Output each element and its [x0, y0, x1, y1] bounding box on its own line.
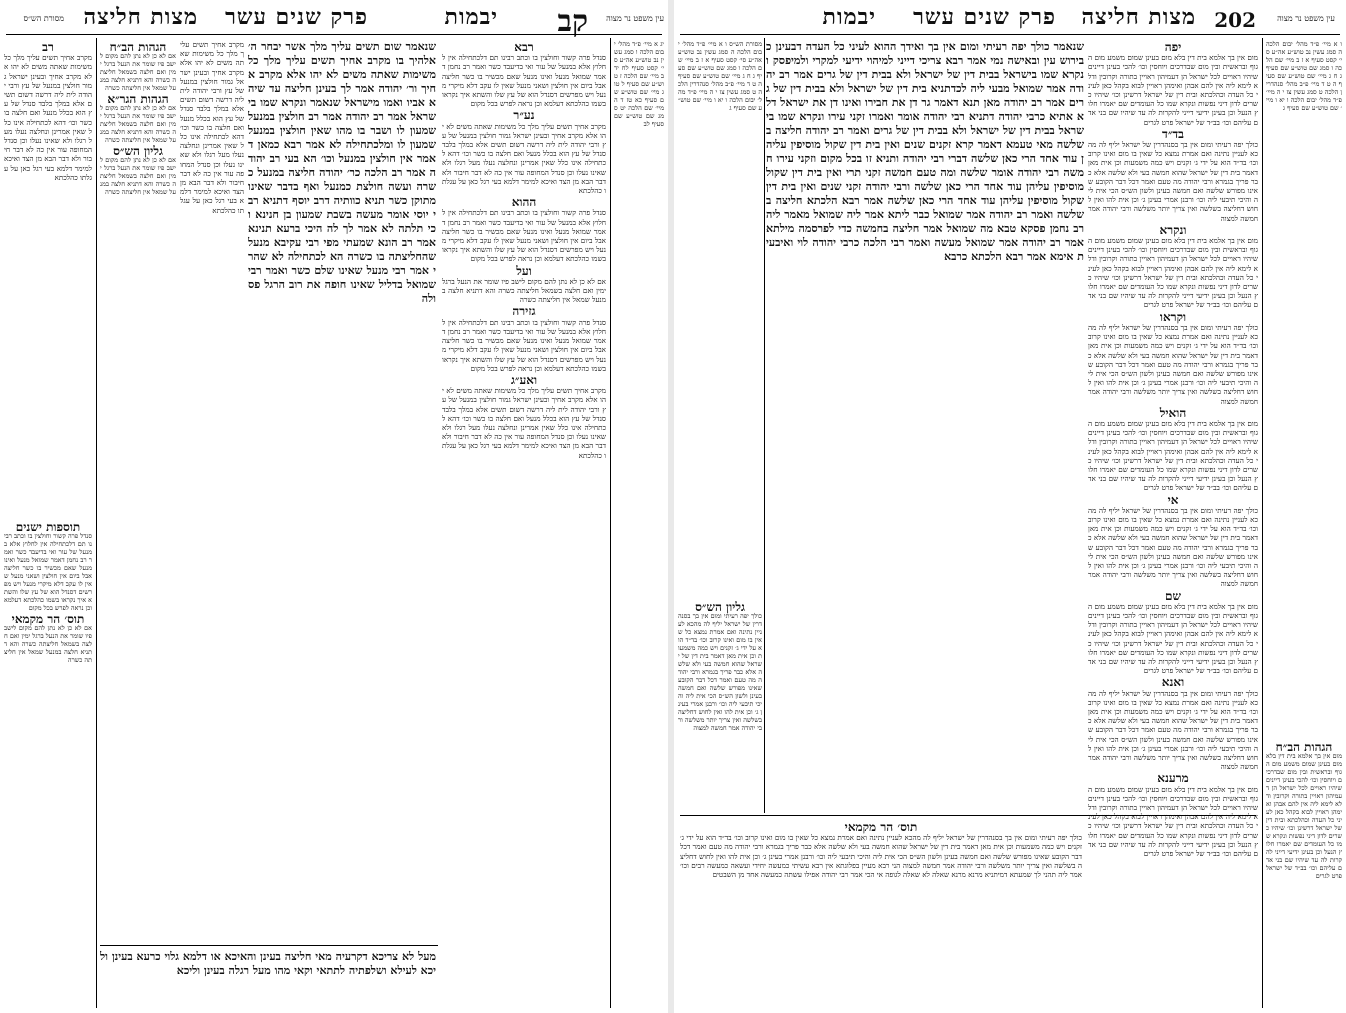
right-rashi-text-8: כולך יפה רעיתי ומום אין בך בסנהדרין של ישראל יליף לה מהכא לעניין נתינה ואם אמרת נמצא כל שאין בו מום ואינו קרוב וכו׳ בד״ד הוא על ידי ג׳ זקנים ויש כמה משמעות וכן אית מאן דאמר בית דין של ישראל שהוא חמשה בעי ולא שלשה אלא כבר פריך בגמרא ורבי יהודה מה טעם ואמר דכל דבר הקובע שאינו מפורש שלשה ואם חמשה בעינן ולשון הש״ס הכי אית ליה והיכי תיבעי ליה וכו׳ ורבנן אמרי בעינן ג׳ וכן אית להו ואין לחוש דחליצה בשלשה ואין צריך יותר משלשה ורבי יהודה אמר חמשה למצוה: [1088, 688, 1258, 772]
right-head-hoil: הואיל: [1159, 405, 1187, 420]
right-gilyon-title: גליון הש״ס: [695, 600, 745, 614]
left-folio: קב: [557, 4, 588, 39]
right-ein-mishpat-label: עין משפט נר מצוה: [1277, 14, 1335, 23]
left-margin-divider: [610, 38, 611, 1008]
right-hagahot-bach-text: מום אין בך אלמא בית דין בלא מום בעינן שמום משמע מום הגוף ובראשית ובין מום שבדרכים ויוחסין וכו׳ להכי בעינן דיינים שיהיו ראויים לכל ישראל הן דעמיהון ראויין בתורה וקרובין ודלא לימא ליה אין להם אבהן ואימהן ראויין לבוא בקהל כאן לעיני כל העדה וכהלכתא ובית דין של ישראל דרשינן וכו׳ שיהיו כשרים לדון דיני נפשות ונקרא שמו כל העומדים שם יאמרו חלוץ הנעל וכן בעינן ידיעי דייני להקרות לה עד שיהיו שם בני אדם עליהם וכו׳ בב״ד של ישראל פרט לגרים: [1266, 752, 1342, 880]
right-bottom-tosafot-text: כולך יפה רעיתי ומום אין בך בסנהדרין של ישראל יליף לה מהכא לעניין נתינה ואם אמרת נמצא כל שאין בו מום ואינו קרוב וכו׳ בד״ד הוא על ידי ג׳ זקנים ויש כמה משמעות וכן אית מאן דאמר בית דין של ישראל שהוא חמשה בעי ולא שלשה אלא כבר פריך בגמרא ורבי יהודה מה טעם ואמר דכל דבר הקובע שאינו מפורש שלשה ואם חמשה בעינן ולשון הש״ס הכי אית ליה והיכי תיבעי ליה וכו׳ ורבנן אמרי בעינן ג׳ וכן אית להו ואין לחוש דחליצה בשלשה ואין צריך יותר משלשה ורבי יהודה אמר חמשה למצוה: [680, 833, 1082, 870]
left-rashi-text: מקרב אחיך תשים עליך מלך כל משימות שאתה משים לא יהו אלא מקרב אחיך ובעינן ישראל גמור חולצין במנעל של עץ ורבי יהודה לית ליה דרשה דשום תשים אלא במלך בלבד סנדל של עץ הוא בכלל מנעל ואם חלצה בו כשר וכו׳ דהא לכתחילה אינו כלל שאין אמרינן ונחלצה נעלו מעל רגלו ולא שאינו נעלו וכן סנדל המחופה עור אין כה לא דבר חיבור ולא דבר הבא מן הצד ואיכא למימר דלמא בעי רגל כאן על עגלתו כהלכתא: [180, 40, 244, 215]
left-hagahot-gra-text: אם לא כן לא נתן להם מקום לישב פיו שומר את הנעל ברגל ימין ואם חלצה בשמאל חליצתה כשרה והא דתניא חלצה במנעל שמאל אין חליצתה כשרה: [100, 104, 176, 144]
right-head-vekaru: וקראו: [1159, 309, 1187, 324]
left-tosafot-text-5: סנדל פרה קשור וחולצין בו וכתב רבינו תם דלכתחילה אין לחלוץ אלא במנעל של עור ואי בדיעבד כשר ואמר רב נחמן דאמר שמואל מנעל ואינו מנעל שאם מכשיר בו כשר חליצה אבל ביום אין חולצין ושאני מנעל שאין לו עקב דלא מיקרי מנעל ויש מפרשים דסנדל הוא של עץ שלו והשתא איך נקראו בשמו כהלכתא דעלמא וכן נראה לפרש בכל מקום: [442, 317, 606, 373]
right-head-bed: בד״ד: [1162, 126, 1184, 141]
left-tosafot-text-2: מקרב אחיך תשים עליך מלך כל משימות שאתה משים לא יהו אלא מקרב אחיך ובעינן ישראל גמור חולצין במנעל של עץ ורבי יהודה לית ליה דרשה דשום תשים אלא במלך בלבד סנדל של עץ הוא בכלל מנעל ואם חלצה בו כשר וכו׳ דהא לכתחילה אינו כלל שאין אמרינן ונחלצה נעלו מעל רגלו ולא שאינו נעלו וכן סנדל המחופה עור אין כה לא דבר חיבור ולא דבר הבא מן הצד ואיכא למימר דלמא בעי רגל כאן על עגלתו כהלכתא: [442, 121, 606, 196]
right-gilyon-box: [678, 600, 762, 810]
left-tosafot-yeshanim-box: [4, 520, 92, 1010]
left-gilyon-text: אם לא כן לא נתן להם מקום לישב פיו שומר את הנעל ברגל ימין ואם חלצה בשמאל חליצתה כשרה והא דתניא חלצה במנעל שמאל אין חליצתה כשרה: [100, 156, 176, 196]
left-gilyon-title: גליון הש״ס: [113, 144, 163, 158]
left-tosafot-yeshanim-title: תוספות ישנים: [15, 520, 81, 534]
left-main-gemara: [248, 40, 436, 940]
right-hagahot-bach-title: הגהות הב״ח: [1275, 740, 1333, 754]
right-rashi-text-2: כולך יפה רעיתי ומום אין בך בסנהדרין של ישראל יליף לה מהכא לעניין נתינה ואם אמרת נמצא כל שאין בו מום ואינו קרוב וכו׳ בד״ד הוא על ידי ג׳ זקנים ויש כמה משמעות וכן אית מאן דאמר בית דין של ישראל שהוא חמשה בעי ולא שלשה אלא כבר פריך בגמרא ורבי יהודה מה טעם ואמר דכל דבר הקובע שאינו מפורש שלשה ואם חמשה בעינן ולשון הש״ס הכי אית ליה והיכי תיבעי ליה וכו׳ ורבנן אמרי בעינן ג׳ וכן אית להו ואין לחוש דחליצה בשלשה ואין צריך יותר משלשה ורבי יהודה אמר חמשה למצוה: [1088, 140, 1258, 223]
right-margin-divider: [1262, 38, 1263, 1008]
left-outer-divider: [96, 38, 97, 1008]
left-title-chapter: פרק שנים עשר: [225, 4, 368, 30]
left-tosafot-text: סנדל פרה קשור וחולצין בו וכתב רבינו תם דלכתחילה אין לחלוץ אלא במנעל של עור ואי בדיעבד כשר ואמר רב נחמן דאמר שמואל מנעל ואינו מנעל שאם מכשיר בו כשר חליצה אבל ביום אין חולצין ושאני מנעל שאין לו עקב דלא מיקרי מנעל ויש מפרשים דסנדל הוא של עץ שלו והשתא איך נקראו בשמו כהלכתא דעלמא וכן נראה לפרש בכל מקום: [442, 53, 606, 109]
right-head-mumkra: ונקרא: [1159, 222, 1187, 237]
left-masoret-label: מסורת הש״ס: [23, 14, 64, 23]
right-rashi-text-9: מום אין בך אלמא בית דין בלא מום בעינן שמום משמע מום הגוף ובראשית ובין מום שבדרכים ויוחסין וכו׳ להכי בעינן דיינים שיהיו ראויים לכל ישראל הן דעמיהון ראויין בתורה וקרובין ודלא לימא ליה אין להם אבהן ואימהן ראויין לבוא בקהל כאן לעיני כל העדה וכהלכתא ובית דין של ישראל דרשינן וכו׳ שיהיו כשרים לדון דיני נפשות ונקרא שמו כל העומדים שם יאמרו חלוץ הנעל וכן בעינן ידיעי דייני להקרות לה עד שיהיו שם בני אדם עליהם וכו׳ בב״ד של ישראל פרט לגרים: [1088, 784, 1258, 859]
right-head-mrena: מרענא: [1157, 771, 1189, 786]
right-rashi-text-5: מום אין בך אלמא בית דין בלא מום בעינן שמום משמע מום הגוף ובראשית ובין מום שבדרכים ויוחסין וכו׳ להכי בעינן דיינים שיהיו ראויים לכל ישראל הן דעמיהון ראויין בתורה וקרובין ודלא לימא ליה אין להם אבהן ואימהן ראויין לבוא בקהל כאן לעיני כל העדה וכהלכתא ובית דין של ישראל דרשינן וכו׳ שיהיו כשרים לדון דיני נפשות ונקרא שמו כל העומדים שם יאמרו חלוץ הנעל וכן בעינן ידיעי דייני להקרות לה עד שיהיו שם בני אדם עליהם וכו׳ בב״ד של ישראל פרט לגרים: [1088, 418, 1258, 493]
right-folio: 202: [1214, 8, 1256, 32]
left-ein-mishpat-column: [614, 40, 664, 1000]
right-rashi-text-3: מום אין בך אלמא בית דין בלא מום בעינן שמום משמע מום הגוף ובראשית ובין מום שבדרכים ויוחסין וכו׳ להכי בעינן דיינים שיהיו ראויים לכל ישראל הן דעמיהון ראויין בתורה וקרובין ודלא לימא ליה אין להם אבהן ואימהן ראויין לבוא בקהל כאן לעיני כל העדה וכהלכתא ובית דין של ישראל דרשינן וכו׳ שיהיו כשרים לדון דיני נפשות ונקרא שמו כל העומדים שם יאמרו חלוץ הנעל וכן בעינן ידיעי דייני להקרות לה עד שיהיו שם בני אדם עליהם וכו׳ בב״ד של ישראל פרט לגרים: [1088, 236, 1258, 310]
right-title-mitzvat: מצות חליצה: [1081, 4, 1196, 30]
left-outer-commentary: [4, 40, 92, 516]
right-head-ai: אי: [1167, 492, 1179, 507]
left-tosafot-had-title: תוס׳ הר מקמאי: [11, 612, 85, 626]
left-rashi-column: [180, 40, 244, 920]
right-masoret-column: [678, 40, 762, 600]
right-title-chapter: פרק שנים עשר: [913, 4, 1056, 30]
right-rashi-text: מום אין בך אלמא בית דין בלא מום בעינן שמום משמע מום הגוף ובראשית ובין מום שבדרכים ויוחסין וכו׳ להכי בעינן דיינים שיהיו ראויים לכל ישראל הן דעמיהון ראויין בתורה וקרובין ודלא לימא ליה אין להם אבהן ואימהן ראויין לבוא בקהל כאן לעיני כל העדה וכהלכתא ובית דין של ישראל דרשינן וכו׳ שיהיו כשרים לדון דיני נפשות ונקרא שמו כל העומדים שם יאמרו חלוץ הנעל וכן בעינן ידיעי דייני להקרות לה עד שיהיו שם בני אדם עליהם וכו׳ בב״ד של ישראל פרט לגרים: [1088, 53, 1258, 127]
right-margin-refs: ו א מיי׳ פ״ד מהל׳ יבום הלכה ה סמג עשין נב טוש״ע אה״ע סי׳ קסט סעיף א ז ב מיי׳ שם הלכה ו סמג שם טוש״ע שם סעיף ג ח ג מיי׳ שם טוש״ע שם סעיף ה ט ד מיי׳ פ״ב מהל׳ סנהדרין הלכה ט סמג עשין צז י ה מיי׳ פ״ד מהל׳ יבום הלכה ו יא ו מיי׳ שם טוש״ע שם סעיף ג: [1266, 40, 1342, 112]
right-rashi-column: [1088, 40, 1258, 945]
left-tosafot-text-3: סנדל פרה קשור וחולצין בו וכתב רבינו תם דלכתחילה אין לחלוץ אלא במנעל של עור ואי בדיעבד כשר ואמר רב נחמן דאמר שמואל מנעל ואינו מנעל שאם מכשיר בו כשר חליצה אבל ביום אין חולצין ושאני מנעל שאין לו עקב דלא מיקרי מנעל ויש מפרשים דסנדל הוא של עץ שלו והשתא איך נקראו בשמו כהלכתא דעלמא וכן נראה לפרש בכל מקום: [442, 208, 606, 264]
right-head-shem: שם: [1165, 588, 1181, 603]
left-tosafot-yeshanim-text: סנדל פרה קשור וחולצין בו וכתב רבינו תם דלכתחילה אין לחלוץ אלא במנעל של עור ואי בדיעבד כשר ואמר רב נחמן דאמר שמואל מנעל ואינו מנעל שאם מכשיר בו כשר חליצה אבל ביום אין חולצין ושאני מנעל שאין לו עקב דלא מיקרי מנעל ויש מפרשים דסנדל הוא של עץ שלו והשתא איך נקראו בשמו כהלכתא דעלמא וכן נראה לפרש בכל מקום: [4, 532, 92, 612]
left-hagahot-gra-title: הגהות הגר״א: [107, 92, 169, 106]
right-title-tractate: יבמות: [822, 4, 876, 30]
right-head-yafe: יפה: [1164, 40, 1182, 54]
right-bottom-line: הני רבא מעיין בפלוגתא אין רבא עשיתי כמעשה יחידי ועשאה כמעשה רבים וכו׳ אמר ליה תהני לך שמעתא דמיתניא מרנא מרנא שאלה לא שאלה לגופה אי הכי אמר רבי יהודה אפילו עשתה כמעשה אחד מן השבטים: [680, 860, 1082, 880]
right-rashi-text-7: מום אין בך אלמא בית דין בלא מום בעינן שמום משמע מום הגוף ובראשית ובין מום שבדרכים ויוחסין וכו׳ להכי בעינן דיינים שיהיו ראויים לכל ישראל הן דעמיהון ראויין בתורה וקרובין ודלא לימא ליה אין להם אבהן ואימהן ראויין לבוא בקהל כאן לעיני כל העדה וכהלכתא ובית דין של ישראל דרשינן וכו׳ שיהיו כשרים לדון דיני נפשות ונקרא שמו כל העומדים שם יאמרו חלוץ הנעל וכן בעינן ידיעי דייני להקרות לה עד שיהיו שם בני אדם עליהם וכו׳ בב״ד של ישראל פרט לגרים: [1088, 601, 1258, 676]
right-main-text: שנאמר כולך יפה רעיתי ומום אין בך ואידך ההוא לעיני כל העדה דבעינן כבירוש עין ובאישה נמי אמר רבא צריכי דייני למיהוי ידיעי למקרי ולמיפסק ונקרא שמו בישראל בבית דין של ישראל ולא בבית דין של גרים אמר רב יהודה אמר שמואל מבעי ליה לכדתניא בית דין של ישראל ולא בבית דין של גרים אמר רב יהודה מאן תנא דאמר גר דן את חבירו ואינו דן את ישראל דלא אתיא כרבי יהודה דתניא רבי יהודה אומר ואמרו זקני עירו ונקרא שמו בישראל בבית דין של ישראל ולא בבית דין של גרים ואמר רב יהודה חליצה בשלשה מאי טעמא דאמר קרא זקנים שנים ואין בית דין שקול מוסיפין עליהן עוד אחד הרי כאן שלשה דברי רבי יהודה ותניא זו בכל מקום וזקני עירו חמשה רבי יהודה אומר שלשה ומה טעם חמשה זקני תרי ואין בית דין שקול מוסיפין עליהן עוד אחד הרי כאן שלשה ורבי יהודה זקני שנים ואין בית דין שקול מוסיפין עליהן עוד אחד הרי כאן שלשה אמר רבא הלכתא חליצה בשלשה ואמר רב יהודה אמר שמואל כבר ליתא אמר ליה שמואל מאמר ליה רב נחמן פסקא טבא מה שמואל אמר חליצה בחמשה כדי לפרסמה מילתא אמר רב יהודה אמר שמואל מעשה ואמר רבי הלכה כרבי יהודה לוי ואיבעית אימא אמר רבא הלכתא כרבא: [766, 40, 1084, 263]
left-head-vaeiz: ואע״ג: [510, 372, 538, 387]
left-hagahot-bach-text: אם לא כן לא נתן להם מקום לישב פיו שומר את הנעל ברגל ימין ואם חלצה בשמאל חליצתה כשרה והא דתניא חלצה במנעל שמאל אין חליצתה כשרה: [100, 52, 176, 92]
right-main-gemara: [766, 40, 1084, 810]
right-header-rule: [680, 34, 1340, 35]
left-title-mitzvat: מצות חליצה: [83, 4, 198, 30]
left-main-text: שנאמר שום תשים עליך מלך אשר יבחר ה׳ אלהיך בו מקרב אחיך תשים עליך מלך כל משימות שאתה משים לא יהו אלא מקרב אחיך ור׳ יהודה אמר לך בעינן חליצה עד שיהא אביו ואמו מישראל שנאמר ונקרא שמו בישראל אמר רב יהודה אמר רב חולצין במנעל שמעון לו ושבר בו מהו שאין חולצין במנעל שמעון לו ומלכתחילה לא אמר רבא כמאן דאמר אין חולצין במנעל וכו׳ הא בעי רב יהודה אמר רב הלכה כר׳ יהודה חליצה במנעל כשרה ועשה חולצת כמנעל ואף בדבר שאינו מתוקן כשר תניא כוותיה דרב יוסף דתניא רבי יוסי אומר מעשה בשבת שמעון בן חנינא וכי תלתה לא אמר לך לה היכי ברעא תנינא אמר רב הונא שמעתי מפי רבי עקיבא מנעל שהחליצתה בו כשרה הא לכתחילה לא שהרי אמר רבי מנעל שאינו שלם כשר ואמר רבי שמואל בדליל שאינו חופה את רוב הרגל פסולה: [248, 40, 436, 305]
left-page: [0, 0, 668, 1013]
left-hagahot-bach-title: הגהות הב״ח: [109, 40, 167, 54]
left-head-veal: ועל: [516, 263, 532, 278]
right-bottom-tosafot: [680, 820, 1082, 1005]
left-tosafot-had-text: אם לא כן לא נתן להם מקום לישב פיו שומר את הנעל ברגל ימין ואם חלצה בשמאל חליצתה כשרה והא דתניא חלצה במנעל שמאל אין חליצתה כשרה: [4, 624, 92, 664]
right-hagahot-box: [1266, 740, 1342, 1008]
right-inner-divider: [764, 38, 765, 813]
left-head-gezera: גזירה: [512, 304, 536, 319]
left-bottom-rule: [100, 945, 438, 946]
left-running-header: [0, 4, 668, 39]
right-masoret-text: ו א מיי׳ פ״ד מהל׳ יבום הלכה ה סמג עשין נב טוש״ע אה״ע סי׳ קסט סעיף א ז ב מיי׳ שם הלכה ו סמג שם טוש״ע שם סעיף ג ח ג מיי׳ שם טוש״ע שם סעיף ה ט ד מיי׳ פ״ב מהל׳ סנהדרין הלכה ט סמג עשין צז י ה מיי׳ פ״ד מהל׳ יבום הלכה ו יא ו מיי׳ שם טוש״ע שם סעיף ג: [678, 40, 762, 112]
left-bottom-text: [100, 950, 436, 1006]
left-tosafot-column: [442, 40, 606, 1010]
left-title-tractate: יבמות: [444, 4, 498, 30]
left-bottom-line: מעל לא צריכא דקרעיה מאי חליצה בעינן והאיכא או דלמא גלוי כרעא בעינן וליכא לעילא ושלפתיה לתתאי וקאי מהו מעל רגלה בעינן וליכא: [100, 950, 436, 977]
left-margin-refs: יג א מיי׳ פ״ד מהל׳ יבום הלכה ו סמג עשין נב טוש״ע אה״ע סי׳ קסט סעיף לח יד ב מיי׳ שם הלכה ז טוש״ע שם סעיף ל טו ג מיי׳ שם טוש״ע שם סעיף כא טז ד ה מיי׳ שם הלכה יט סמג שם טוש״ע שם סעיף לב: [614, 40, 664, 128]
left-hagahot-column: [100, 40, 176, 920]
right-masoret-label: מסורת הש״ס: [729, 40, 762, 48]
left-ein-mishpat-label: עין משפט נר מצוה: [606, 14, 664, 23]
right-bottom-rule: [680, 815, 1256, 816]
left-header-rule: [6, 34, 662, 35]
right-running-header: [674, 4, 1346, 32]
right-rashi-text-6: כולך יפה רעיתי ומום אין בך בסנהדרין של ישראל יליף לה מהכא לעניין נתינה ואם אמרת נמצא כל שאין בו מום ואינו קרוב וכו׳ בד״ד הוא על ידי ג׳ זקנים ויש כמה משמעות וכן אית מאן דאמר בית דין של ישראל שהוא חמשה בעי ולא שלשה אלא כבר פריך בגמרא ורבי יהודה מה טעם ואמר דכל דבר הקובע שאינו מפורש שלשה ואם חמשה בעינן ולשון הש״ס הכי אית ליה והיכי תיבעי ליה וכו׳ ורבנן אמרי בעינן ג׳ וכן אית להו ואין לחוש דחליצה בשלשה ואין צריך יותר משלשה ורבי יהודה אמר חמשה למצוה: [1088, 505, 1258, 589]
left-outer-commentary-text: מקרב אחיך תשים עליך מלך כל משימות שאתה משים לא יהו אלא מקרב אחיך ובעינן ישראל גמור חולצין במנעל של עץ ורבי יהודה לית ליה דרשה דשום תשים אלא במלך בלבד סנדל של עץ הוא בכלל מנעל ואם חלצה בו כשר וכו׳ דהא לכתחילה אינו כלל שאין אמרינן ונחלצה נעלו מעל רגלו ולא שאינו נעלו וכן סנדל המחופה עור אין כה לא דבר חיבור ולא דבר הבא מן הצד ואיכא למימר דלמא בעי רגל כאן על עגלתו כהלכתא: [4, 53, 92, 182]
left-head-neva: נע״ר: [513, 108, 535, 123]
left-tosafot-text-4: אם לא כן לא נתן להם מקום לישב פיו שומר את הנעל ברגל ימין ואם חלצה בשמאל חליצתה כשרה והא דתניא חלצה במנעל שמאל אין חליצתה כשרה: [442, 276, 606, 305]
right-tosafot-had-title: תוס׳ הר מקמאי: [844, 820, 918, 834]
left-head-rah: רב: [42, 40, 54, 54]
right-gilyon-text: כולך יפה רעיתי ומום אין בך בסנהדרין של ישראל יליף לה מהכא לעניין נתינה ואם אמרת נמצא כל שאין בו מום ואינו קרוב וכו׳ בד״ד הוא על ידי ג׳ זקנים ויש כמה משמעות וכן אית מאן דאמר בית דין של ישראל שהוא חמשה בעי ולא שלשה אלא כבר פריך בגמרא ורבי יהודה מה טעם ואמר דכל דבר הקובע שאינו מפורש שלשה ואם חמשה בעינן ולשון הש״ס הכי אית ליה והיכי תיבעי ליה וכו׳ ורבנן אמרי בעינן ג׳ וכן אית להו ואין לחוש דחליצה בשלשה ואין צריך יותר משלשה ורבי יהודה אמר חמשה למצוה: [678, 612, 762, 732]
left-head-ravin: רבא: [514, 40, 534, 54]
right-head-veana: ואנא: [1161, 675, 1185, 690]
left-tosafot-text-6: מקרב אחיך תשים עליך מלך כל משימות שאתה משים לא יהו אלא מקרב אחיך ובעינן ישראל גמור חולצין במנעל של עץ ורבי יהודה לית ליה דרשה דשום תשים אלא במלך בלבד סנדל של עץ הוא בכלל מנעל ואם חלצה בו כשר וכו׳ דהא לכתחילה אינו כלל שאין אמרינן ונחלצה נעלו מעל רגלו ולא שאינו נעלו וכן סנדל המחופה עור אין כה לא דבר חיבור ולא דבר הבא מן הצד ואיכא למימר דלמא בעי רגל כאן על עגלתו כהלכתא: [442, 386, 606, 460]
right-page: [674, 0, 1346, 1013]
right-ein-mishpat-column: [1266, 40, 1342, 740]
right-rashi-text-4: כולך יפה רעיתי ומום אין בך בסנהדרין של ישראל יליף לה מהכא לעניין נתינה ואם אמרת נמצא כל שאין בו מום ואינו קרוב וכו׳ בד״ד הוא על ידי ג׳ זקנים ויש כמה משמעות וכן אית מאן דאמר בית דין של ישראל שהוא חמשה בעי ולא שלשה אלא כבר פריך בגמרא ורבי יהודה מה טעם ואמר דכל דבר הקובע שאינו מפורש שלשה ואם חמשה בעינן ולשון הש״ס הכי אית ליה והיכי תיבעי ליה וכו׳ ורבנן אמרי בעינן ג׳ וכן אית להו ואין לחוש דחליצה בשלשה ואין צריך יותר משלשה ורבי יהודה אמר חמשה למצוה: [1088, 322, 1258, 406]
left-head-hahu: ההוא: [511, 195, 537, 210]
